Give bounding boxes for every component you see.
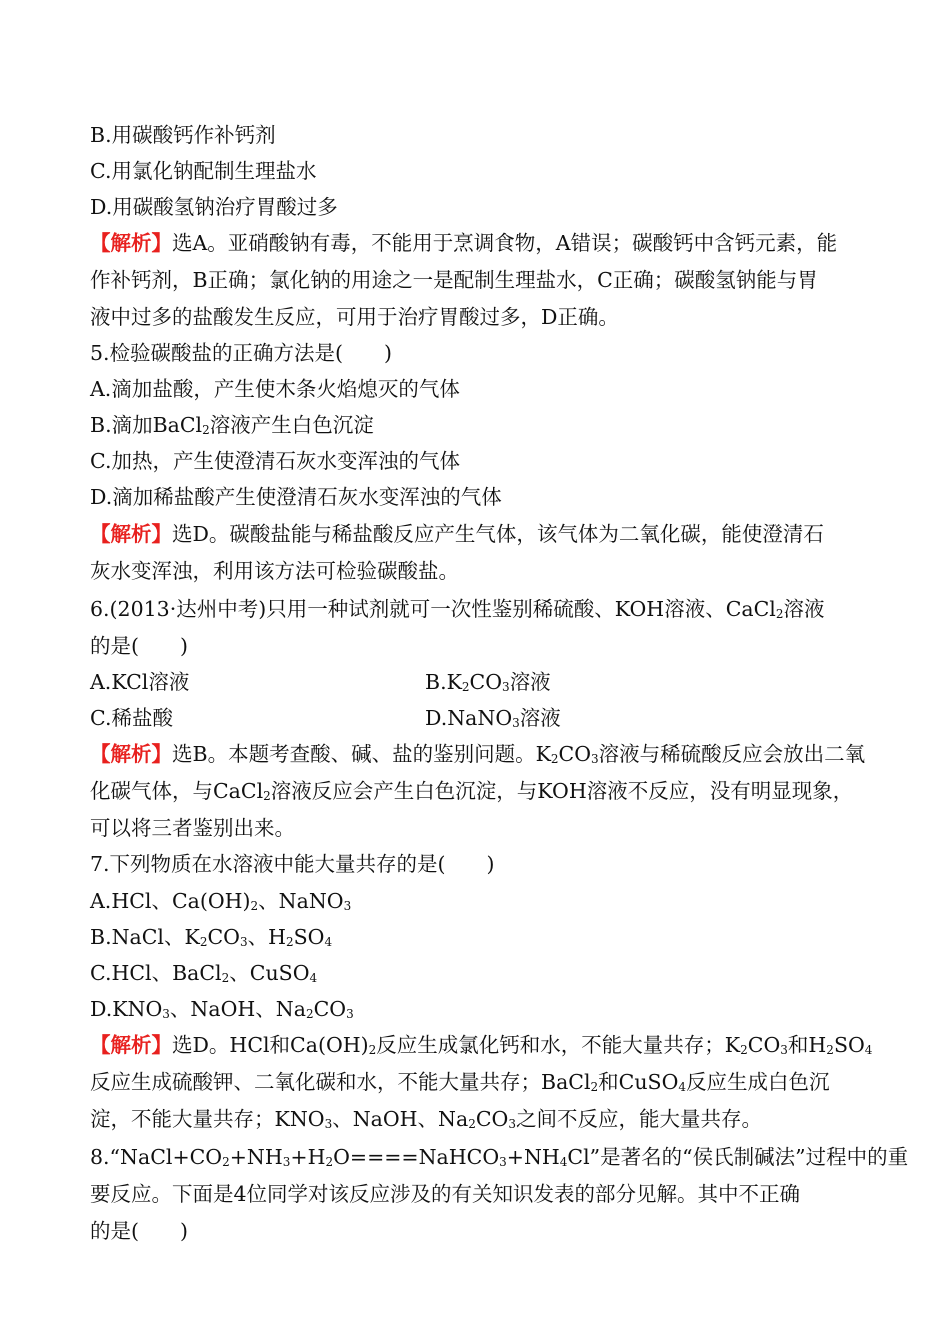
text-run: +H	[290, 1145, 326, 1169]
subscript: 4	[309, 971, 318, 985]
q6-stem-line-2: 的是( )	[90, 634, 188, 658]
text-run: B.滴加BaCl	[90, 413, 203, 437]
subscript: 4	[559, 1155, 568, 1169]
subscript: 2	[250, 899, 259, 913]
text-run: 溶液产生白色沉淀	[209, 413, 374, 437]
text-run: 化碳气体，与CaCl	[90, 779, 264, 803]
q6-option-b	[425, 668, 551, 696]
subscript: 3	[502, 680, 510, 694]
subscript: 3	[324, 1117, 333, 1131]
subscript: 3	[508, 1117, 516, 1131]
q7-stem: 7.下列物质在水溶液中能大量共存的是( )	[90, 852, 495, 876]
text-run: 反应生成白色沉	[686, 1070, 830, 1094]
text-run: SO	[293, 925, 325, 949]
q4-option-d: D.用碳酸氢钠治疗胃酸过多	[90, 195, 338, 219]
subscript: 4	[678, 1080, 687, 1094]
text-run: 、CuSO	[229, 961, 310, 985]
text-run: 、NaOH、Na	[169, 997, 306, 1021]
subscript: 3	[591, 752, 599, 766]
text-run: Cl”是著名的“侯氏制碱法”过程中的重	[567, 1145, 909, 1169]
text-run: 溶液	[783, 597, 825, 621]
text-run: CO	[558, 742, 592, 766]
text-run: B.NaCl、K	[90, 925, 200, 949]
q7-option-b	[90, 923, 332, 951]
subscript: 2	[221, 971, 230, 985]
text-run: CO	[313, 997, 347, 1021]
text-run: B.K	[425, 670, 462, 694]
q6-option-a: A.KCl溶液	[90, 670, 190, 694]
text-run: +NH	[506, 1145, 560, 1169]
subscript: 3	[512, 716, 520, 730]
q7-analysis-line-2	[90, 1068, 830, 1096]
subscript: 2	[550, 752, 559, 766]
text-run: 之间不反应，能大量共存。	[516, 1107, 762, 1131]
subscript: 3	[239, 935, 248, 949]
text-run: 8.“NaCl+CO	[90, 1145, 223, 1169]
text-run: 溶液	[509, 670, 551, 694]
text-run: CO	[469, 670, 503, 694]
q5-option-c: C.加热，产生使澄清石灰水变浑浊的气体	[90, 449, 460, 473]
subscript: 3	[780, 1043, 788, 1057]
q7-analysis-line-1	[90, 1031, 872, 1059]
text-run: 选B。本题考查酸、碱、盐的鉴别问题。K	[172, 742, 551, 766]
subscript: 3	[346, 1007, 354, 1021]
analysis-text: 选D。碳酸盐能与稀盐酸反应产生气体，该气体为二氧化碳，能使澄清石	[172, 522, 824, 546]
subscript: 2	[590, 1080, 599, 1094]
text-run: CO	[475, 1107, 509, 1131]
q6-stem-line-1	[90, 595, 824, 623]
text-run: 、NaNO	[258, 889, 344, 913]
subscript: 2	[199, 935, 208, 949]
q8-stem-line-2: 要反应。下面是4位同学对该反应涉及的有关知识发表的部分见解。其中不正确	[90, 1182, 801, 1206]
text-run: CO	[207, 925, 240, 949]
text-run: 、NaOH、Na	[332, 1107, 469, 1131]
q6-analysis-line-3: 可以将三者鉴别出来。	[90, 816, 295, 840]
q4-analysis-line-2: 作补钙剂，B正确；氯化钠的用途之一是配制生理盐水，C正确；碳酸氢钠能与胃	[90, 268, 818, 292]
text-run: 溶液	[519, 706, 561, 730]
subscript: 2	[461, 680, 470, 694]
q5-option-d: D.滴加稀盐酸产生使澄清石灰水变浑浊的气体	[90, 485, 502, 509]
q4-option-b: B.用碳酸钙作补钙剂	[90, 123, 276, 147]
subscript: 2	[826, 1043, 834, 1057]
subscript: 3	[282, 1155, 291, 1169]
q5-option-a: A.滴加盐酸，产生使木条火焰熄灭的气体	[90, 377, 460, 401]
q5-analysis-line-2: 灰水变浑浊，利用该方法可检验碳酸盐。	[90, 559, 459, 583]
subscript: 2	[222, 1155, 230, 1169]
text-run: 溶液反应会产生白色沉淀，与KOH溶液不反应，没有明显现象，	[270, 779, 854, 803]
analysis-tag: 【解析】	[90, 231, 172, 255]
q5-analysis-line-1	[90, 520, 824, 548]
q5-option-b	[90, 411, 374, 439]
subscript: 2	[305, 1007, 314, 1021]
subscript: 2	[202, 423, 210, 437]
subscript: 2	[775, 607, 784, 621]
q8-stem-line-1	[90, 1143, 908, 1171]
q7-option-a	[90, 887, 351, 915]
text-run: CO	[747, 1033, 781, 1057]
text-run: 选D。HCl和Ca(OH)	[172, 1033, 369, 1057]
q4-analysis-line-3: 液中过多的盐酸发生反应，可用于治疗胃酸过多，D正确。	[90, 305, 619, 329]
text-run: 和H	[787, 1033, 827, 1057]
analysis-tag: 【解析】	[90, 522, 172, 546]
text-run: 反应生成硫酸钾、二氧化碳和水，不能大量共存；BaCl	[90, 1070, 591, 1094]
q7-option-c	[90, 959, 317, 987]
subscript: 2	[325, 1155, 334, 1169]
text-run: 反应生成氯化钙和水，不能大量共存；K	[376, 1033, 741, 1057]
subscript: 2	[285, 935, 294, 949]
subscript: 3	[162, 1007, 170, 1021]
q6-analysis-line-1	[90, 740, 865, 768]
text-run: 、H	[247, 925, 286, 949]
q6-analysis-line-2	[90, 777, 853, 805]
q6-options-row-1	[90, 668, 551, 696]
text-run: A.HCl、Ca(OH)	[90, 889, 251, 913]
text-run: 6.(2013·达州中考)只用一种试剂就可一次性鉴别稀硫酸、KOH溶液、CaCl	[90, 597, 776, 621]
analysis-tag: 【解析】	[90, 742, 172, 766]
subscript: 2	[368, 1043, 377, 1057]
text-run: SO	[833, 1033, 865, 1057]
text-run: 溶液与稀硫酸反应会放出二氧	[598, 742, 866, 766]
text-run: 和CuSO	[598, 1070, 679, 1094]
subscript: 2	[740, 1043, 748, 1057]
text-run: 淀，不能大量共存；KNO	[90, 1107, 325, 1131]
q7-analysis-line-3	[90, 1105, 762, 1133]
subscript: 4	[864, 1043, 873, 1057]
q6-options-row-2	[90, 704, 561, 732]
q5-stem: 5.检验碳酸盐的正确方法是( )	[90, 341, 393, 365]
subscript: 3	[343, 899, 352, 913]
subscript: 2	[468, 1117, 476, 1131]
q4-analysis-line-1	[90, 229, 837, 257]
subscript: 4	[324, 935, 333, 949]
text-run: D.NaNO	[425, 706, 513, 730]
q6-option-c: C.稀盐酸	[90, 706, 173, 730]
analysis-text: 选A。亚硝酸钠有毒，不能用于烹调食物，A错误；碳酸钙中含钙元素，能	[172, 231, 838, 255]
text-run: D.KNO	[90, 997, 163, 1021]
q6-option-d	[425, 704, 561, 732]
subscript: 2	[263, 789, 271, 803]
text-run: +NH	[229, 1145, 283, 1169]
q8-stem-line-3: 的是( )	[90, 1219, 188, 1243]
q4-option-c: C.用氯化钠配制生理盐水	[90, 159, 317, 183]
analysis-tag: 【解析】	[90, 1033, 172, 1057]
subscript: 3	[499, 1155, 507, 1169]
text-run: C.HCl、BaCl	[90, 961, 222, 985]
text-run: O====NaHCO	[333, 1145, 500, 1169]
q7-option-d	[90, 995, 354, 1023]
